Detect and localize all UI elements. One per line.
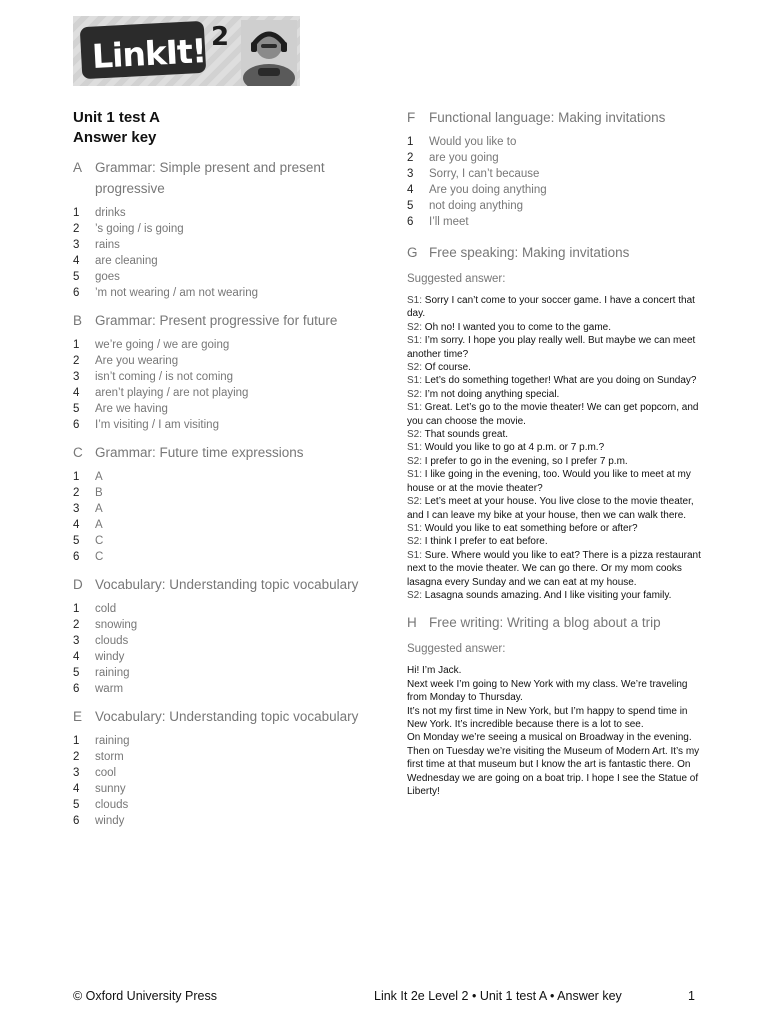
answer-item xyxy=(73,285,373,301)
item-answer: we’re going / we are going xyxy=(95,339,230,351)
item-number: 1 xyxy=(73,207,80,219)
section-title: Functional language: Making invitations xyxy=(429,110,666,125)
answer-list xyxy=(73,337,373,433)
item-number: 2 xyxy=(73,487,80,499)
dialogue-line xyxy=(407,428,702,441)
dialogue-text: I’m sorry. I hope you play really well. But maybe we can meet another time? xyxy=(407,335,696,360)
dialogue-text: I think I prefer to eat before. xyxy=(422,536,548,548)
item-answer: drinks xyxy=(95,207,126,219)
item-number: 5 xyxy=(73,403,80,415)
item-answer: A xyxy=(95,471,103,483)
section-title: Vocabulary: Understanding topic vocabulary xyxy=(95,577,359,592)
answer-item xyxy=(407,198,702,214)
item-number: 6 xyxy=(73,815,80,827)
page-number: 1 xyxy=(688,989,695,1003)
suggested-answer-label: Suggested answer: xyxy=(407,643,506,656)
answer-item xyxy=(73,417,373,433)
item-answer: windy xyxy=(95,815,125,827)
item-number: 6 xyxy=(73,683,80,695)
item-number: 5 xyxy=(73,799,80,811)
item-answer: B xyxy=(95,487,103,499)
section-letter: D xyxy=(73,577,83,592)
section-heading xyxy=(407,107,702,128)
item-answer: aren’t playing / are not playing xyxy=(95,387,249,399)
speaker-label: S2: xyxy=(407,429,423,441)
dialogue-line xyxy=(407,441,702,454)
section-letter: G xyxy=(407,245,418,260)
dialogue-line xyxy=(407,495,702,522)
speaker-label: S2: xyxy=(407,455,423,467)
section-heading xyxy=(73,310,373,331)
item-answer: not doing anything xyxy=(429,200,523,212)
item-answer: raining xyxy=(95,667,130,679)
blog-text xyxy=(407,664,702,798)
item-answer: Are you doing anything xyxy=(429,184,547,196)
section-heading xyxy=(73,442,373,463)
item-number: 2 xyxy=(73,223,80,235)
blog-paragraph: Next week I’m going to New York with my class. We’re traveling from Monday to Thursday. xyxy=(407,678,688,704)
speaker-label: S2: xyxy=(407,362,423,374)
section-letter: F xyxy=(407,110,416,125)
item-number: 3 xyxy=(73,371,80,383)
answer-item xyxy=(407,134,702,150)
dialogue-line xyxy=(407,522,702,535)
item-answer: clouds xyxy=(95,799,129,811)
level-number: 2 xyxy=(211,22,230,52)
answer-item xyxy=(73,469,373,485)
item-number: 6 xyxy=(73,419,80,431)
item-number: 2 xyxy=(407,152,414,164)
section-h xyxy=(407,612,702,798)
answer-list xyxy=(73,469,373,565)
answer-item xyxy=(73,765,373,781)
section-title: Grammar: Future time expressions xyxy=(95,445,304,460)
speaker-label: S2: xyxy=(407,496,423,508)
speaker-label: S1: xyxy=(407,522,423,534)
item-number: 3 xyxy=(73,239,80,251)
speaker-label: S1: xyxy=(407,549,423,561)
dialogue-line xyxy=(407,549,702,589)
section-title: Grammar: Present progressive for future xyxy=(95,313,338,328)
item-number: 6 xyxy=(73,551,80,563)
answer-item xyxy=(73,485,373,501)
dialogue-text: I prefer to go in the evening, so I prefer 7 p.m. xyxy=(422,455,628,467)
dialogue-text: Let’s meet at your house. You live close to the movie theater, and I can leave my bike at your house, then we can walk there. xyxy=(407,496,694,521)
item-number: 5 xyxy=(73,535,80,547)
item-answer: clouds xyxy=(95,635,129,647)
item-answer: C xyxy=(95,535,104,547)
dialogue-text: Great. Let’s go to the movie theater! We can get popcorn, and you can choose the movie. xyxy=(407,402,699,427)
item-number: 4 xyxy=(73,783,80,795)
item-answer: Sorry, I can’t because xyxy=(429,168,540,180)
blog-paragraph: It’s not my first time in New York, but I’m happy to spend time in New York. It’s incredible because there is a lot to see. xyxy=(407,705,688,730)
item-number: 4 xyxy=(73,387,80,399)
section-heading xyxy=(73,706,373,727)
item-answer: are you going xyxy=(429,152,499,164)
answer-list xyxy=(73,205,373,301)
item-number: 1 xyxy=(407,136,414,148)
answer-list xyxy=(73,733,373,829)
student-with-headphones-image xyxy=(241,20,297,86)
dialogue-text: Lasagna sounds amazing. And I like visiting your family. xyxy=(422,589,672,601)
item-answer: ’m not wearing / am not wearing xyxy=(95,287,258,299)
answer-item xyxy=(73,813,373,829)
dialogue-line xyxy=(407,401,702,428)
section-title: Vocabulary: Understanding topic vocabulary xyxy=(95,709,359,724)
item-answer: I’ll meet xyxy=(429,216,469,228)
item-answer: cold xyxy=(95,603,117,615)
blog-paragraph: On Monday we’re seeing a musical on Broadway in the evening. Then on Tuesday we’re visiting the Museum of Modern Art. It’s my first time at that museum but I know the art is fantastic there. On Wednesday we are going on a boat trip. I hope I see the Statue of Liberty! xyxy=(407,732,700,797)
dialogue-text: Of course. xyxy=(422,362,471,374)
right-column xyxy=(407,107,702,798)
link-it-logo-banner xyxy=(73,16,300,86)
answer-item xyxy=(73,681,373,697)
item-answer: rains xyxy=(95,239,120,251)
speaker-label: S1: xyxy=(407,442,423,454)
item-number: 2 xyxy=(73,619,80,631)
dialogue-line xyxy=(407,374,702,387)
item-number: 1 xyxy=(73,471,80,483)
section-letter: A xyxy=(73,160,83,175)
dialogue-line xyxy=(407,388,702,401)
item-number: 3 xyxy=(73,767,80,779)
section-a xyxy=(73,157,373,301)
dialogue-text: That sounds great. xyxy=(422,429,508,441)
section-g xyxy=(407,242,702,602)
item-number: 5 xyxy=(73,667,80,679)
item-number: 3 xyxy=(73,503,80,515)
logo-text: LinkIt! xyxy=(91,31,207,76)
speaker-label: S2: xyxy=(407,321,423,333)
item-number: 4 xyxy=(73,651,80,663)
dialogue-text: Sorry I can’t come to your soccer game. I have a concert that day. xyxy=(407,295,695,320)
answer-item xyxy=(73,369,373,385)
answer-item xyxy=(73,649,373,665)
item-number: 2 xyxy=(73,751,80,763)
answer-item xyxy=(73,237,373,253)
section-heading xyxy=(407,612,702,633)
section-letter: B xyxy=(73,313,83,328)
section-title: Free writing: Writing a blog about a trip xyxy=(429,615,661,631)
speaker-label: S1: xyxy=(407,335,423,347)
answer-item xyxy=(73,633,373,649)
item-answer: storm xyxy=(95,751,124,763)
left-column xyxy=(73,108,373,829)
item-number: 2 xyxy=(73,355,80,367)
dialogue-line xyxy=(407,468,702,495)
item-number: 4 xyxy=(73,255,80,267)
dialogue-text: Sure. Where would you like to eat? There is a pizza restaurant next to the movie theater. We can go there. Or my mom cooks lasagna every Sunday and we can eat at my house. xyxy=(407,549,701,588)
dialogue-text: Would you like to eat something before or after? xyxy=(422,522,638,534)
answer-item xyxy=(407,182,702,198)
document-title: Unit 1 test A xyxy=(73,109,160,126)
dialogue-text: Let’s do something together! What are you doing on Sunday? xyxy=(422,375,697,387)
speaker-label: S2: xyxy=(407,589,423,601)
footer-course-info: Link It 2e Level 2 • Unit 1 test A • Answer key xyxy=(374,989,622,1003)
answer-item xyxy=(73,517,373,533)
item-answer: raining xyxy=(95,735,130,747)
item-answer: ’s going / is going xyxy=(95,223,184,235)
section-letter: E xyxy=(73,709,83,724)
dialogue-text: Oh no! I wanted you to come to the game. xyxy=(422,321,612,333)
suggested-answer-label: Suggested answer: xyxy=(407,273,506,285)
item-number: 3 xyxy=(73,635,80,647)
answer-item xyxy=(73,533,373,549)
speaker-label: S1: xyxy=(407,295,423,306)
item-answer: are cleaning xyxy=(95,255,158,267)
item-number: 5 xyxy=(73,271,80,283)
answer-item xyxy=(73,665,373,681)
dialogue-text: Would you like to go at 4 p.m. or 7 p.m.? xyxy=(422,442,605,454)
dialogue-line xyxy=(407,321,702,334)
section-c xyxy=(73,442,373,565)
item-number: 1 xyxy=(73,603,80,615)
section-title: Free speaking: Making invitations xyxy=(429,245,630,260)
item-answer: I’m visiting / I am visiting xyxy=(95,419,219,431)
dialogue-text: I like going in the evening, too. Would you like to meet at my house or at the movie theater? xyxy=(407,469,691,494)
answer-list xyxy=(73,601,373,697)
item-answer: isn’t coming / is not coming xyxy=(95,371,234,383)
dialogue-line xyxy=(407,294,702,321)
section-e xyxy=(73,706,373,829)
answer-item xyxy=(407,214,702,230)
answer-item xyxy=(73,353,373,369)
answer-item xyxy=(73,253,373,269)
answer-item xyxy=(73,205,373,221)
speaker-label: S2: xyxy=(407,388,423,400)
document-subtitle: Answer key xyxy=(73,129,157,146)
answer-item xyxy=(73,401,373,417)
dialogue xyxy=(407,294,702,602)
answer-item xyxy=(73,501,373,517)
answer-item xyxy=(407,150,702,166)
answer-item xyxy=(73,221,373,237)
section-letter: C xyxy=(73,445,83,460)
dialogue-line xyxy=(407,361,702,374)
answer-item xyxy=(73,337,373,353)
section-heading xyxy=(73,157,373,199)
item-answer: Would you like to xyxy=(429,136,517,148)
item-answer: warm xyxy=(95,683,124,695)
answer-list xyxy=(407,134,702,230)
item-answer: snowing xyxy=(95,619,138,631)
item-number: 6 xyxy=(73,287,80,299)
answer-item xyxy=(73,781,373,797)
answer-item xyxy=(73,797,373,813)
item-answer: Are we having xyxy=(95,403,168,415)
item-number: 6 xyxy=(407,216,414,228)
dialogue-line xyxy=(407,535,702,548)
speaker-label: S1: xyxy=(407,402,423,414)
item-answer: cool xyxy=(95,767,117,779)
section-b xyxy=(73,310,373,433)
answer-item xyxy=(73,385,373,401)
answer-item xyxy=(73,733,373,749)
item-number: 3 xyxy=(407,168,414,180)
answer-item xyxy=(73,617,373,633)
item-number: 4 xyxy=(73,519,80,531)
dialogue-line xyxy=(407,455,702,468)
section-f xyxy=(407,107,702,230)
item-number: 1 xyxy=(73,339,80,351)
item-answer: A xyxy=(95,503,103,515)
answer-item xyxy=(73,749,373,765)
item-answer: C xyxy=(95,551,104,563)
answer-item xyxy=(407,166,702,182)
dialogue-line xyxy=(407,589,702,602)
answer-item xyxy=(73,601,373,617)
speaker-label: S2: xyxy=(407,536,423,548)
item-number: 4 xyxy=(407,184,414,196)
section-heading xyxy=(407,242,702,263)
dialogue-line xyxy=(407,334,702,361)
answer-item xyxy=(73,269,373,285)
item-answer: goes xyxy=(95,271,120,283)
speaker-label: S1: xyxy=(407,469,423,481)
item-answer: Are you wearing xyxy=(95,355,179,367)
item-answer: windy xyxy=(95,651,125,663)
section-title: Grammar: Simple present and present progressive xyxy=(95,160,325,196)
item-answer: A xyxy=(95,519,103,531)
dialogue-text: I’m not doing anything special. xyxy=(422,388,560,400)
item-number: 1 xyxy=(73,735,80,747)
blog-paragraph: Hi! I’m Jack. xyxy=(407,665,462,677)
section-d xyxy=(73,574,373,697)
footer-copyright: © Oxford University Press xyxy=(73,989,217,1003)
answer-item xyxy=(73,549,373,565)
section-letter: H xyxy=(407,615,417,631)
item-number: 5 xyxy=(407,200,414,212)
item-answer: sunny xyxy=(95,783,126,795)
section-heading xyxy=(73,574,373,595)
speaker-label: S1: xyxy=(407,375,423,387)
